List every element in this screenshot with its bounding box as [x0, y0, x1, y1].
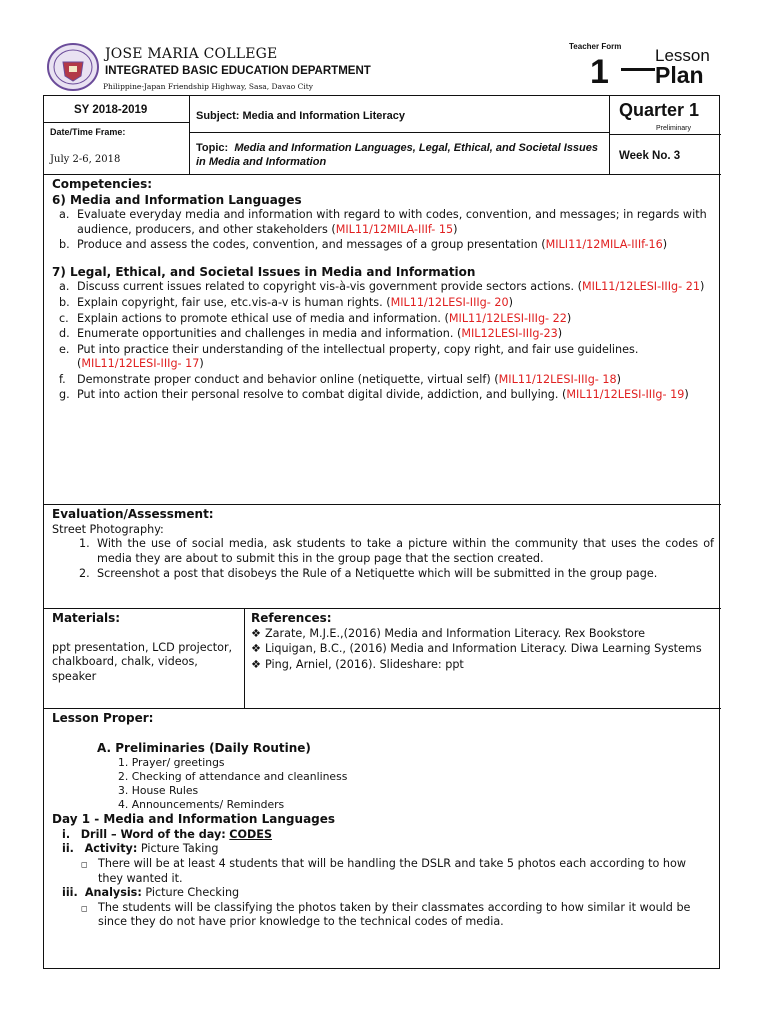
evaluation-item: [72, 537, 714, 566]
analysis-value: Picture Checking: [145, 886, 240, 900]
analysis-bullet: [52, 901, 714, 930]
item-marker: a.: [59, 280, 70, 294]
materials-section: [52, 611, 237, 684]
competency-code: MILI11/12MILA-IIIf-16: [545, 238, 663, 252]
item-marker: b.: [59, 238, 70, 252]
form-number: 1: [590, 53, 609, 91]
lesson-proper-title: Lesson Proper:: [52, 711, 154, 725]
reference-text: Ping, Arniel, (2016). Slideshare: ppt: [265, 657, 464, 671]
competency-item: [52, 327, 712, 342]
item-marker: b.: [59, 296, 70, 310]
day1-heading: Day 1 - Media and Information Languages: [52, 812, 336, 827]
materials-text: ppt presentation, LCD projector, chalkboard, chalk, videos, speaker: [52, 640, 233, 683]
divider: [189, 132, 609, 133]
item-marker: g.: [59, 388, 70, 402]
competency-item: [52, 343, 712, 372]
college-name: JOSE MARIA COLLEGE: [105, 46, 278, 62]
evaluation-subtitle: Street Photography:: [52, 522, 164, 536]
competency-item: [52, 312, 712, 327]
closing-paren: ): [616, 372, 622, 386]
competency-text: Enumerate opportunities and challenges in media and information. (: [77, 327, 462, 341]
analysis-bullet-text: The students will be classifying the photos taken by their classmates according to how similar it would be since they do not have prior knowledge to the technical codes of media.: [98, 900, 691, 929]
drill-word: CODES: [229, 827, 273, 841]
plan-label: Plan: [655, 62, 704, 88]
closing-paren: ): [199, 357, 204, 371]
competency-code: MIL11/12LESI-IIIg- 20: [390, 296, 509, 310]
competency-text: Put into action their personal resolve to combat digital divide, addiction, and bullying. (: [77, 388, 567, 402]
item-marker: e.: [59, 342, 70, 356]
references-section: [251, 611, 713, 673]
week-number: Week No. 3: [619, 150, 681, 162]
section-heading: 7) Legal, Ethical, and Societal Issues in Media and Information: [52, 264, 476, 279]
competency-list: [52, 208, 712, 253]
item-marker: 1.: [79, 537, 90, 551]
competency-item: [52, 296, 712, 311]
diamond-bullet-icon: ❖: [251, 642, 262, 656]
school-year: SY 2018-2019: [74, 104, 148, 116]
divider: [44, 174, 721, 175]
competency-code: MIL11/12LESI-IIIg- 21: [581, 280, 700, 294]
evaluation-text: Screenshot a post that disobeys the Rule of a Netiquette which will be submitted in the group page.: [97, 567, 658, 581]
square-bullet-icon: ◻: [81, 860, 88, 870]
square-bullet-icon: ◻: [81, 903, 88, 913]
evaluation-title: Evaluation/Assessment:: [52, 507, 214, 521]
reference-item: [251, 658, 713, 673]
analysis-label: Analysis:: [84, 886, 142, 900]
drill-mark: i.: [62, 827, 71, 841]
topic-text: Media and Information Languages, Legal, Ethical, and Societal Issues in Media and Information: [196, 142, 599, 168]
activity-value: Picture Taking: [140, 842, 219, 856]
closing-paren: ): [453, 222, 458, 236]
drill-label: Drill – Word of the day:: [80, 827, 226, 841]
routine-item: 4. Announcements/ Reminders: [118, 798, 285, 812]
closing-paren: ): [699, 280, 705, 294]
divider: [244, 608, 245, 708]
evaluation-item: [72, 567, 714, 582]
competency-item: [52, 373, 712, 388]
divider: [609, 134, 721, 135]
lesson-plan-table: [43, 95, 720, 969]
activity-mark: ii.: [62, 842, 74, 856]
routine-item: 2. Checking of attendance and cleanliness: [118, 770, 348, 784]
closing-paren: ): [557, 327, 563, 341]
quarter: Quarter 1: [619, 100, 700, 120]
item-marker: f.: [59, 372, 66, 386]
date-frame-label: Date/Time Frame:: [50, 127, 126, 137]
competency-code: MIL11/12LESI-IIIg- 19: [566, 388, 685, 402]
reference-item: [251, 627, 713, 642]
item-marker: d.: [59, 327, 70, 341]
closing-paren: ): [566, 311, 572, 325]
diamond-bullet-icon: ❖: [251, 657, 262, 671]
drill-item: [52, 828, 714, 843]
evaluation-section: [52, 507, 714, 583]
evaluation-list: [52, 537, 714, 582]
competencies-section: [52, 177, 712, 404]
diamond-bullet-icon: ❖: [251, 626, 262, 640]
subject: Subject: Media and Information Literacy: [196, 110, 406, 122]
closing-paren: ): [684, 388, 689, 402]
analysis-item: [52, 886, 714, 901]
competency-text: Explain actions to promote ethical use of media and information. (: [77, 311, 449, 325]
divider: [44, 122, 189, 123]
competencies-title: Competencies:: [52, 177, 153, 191]
analysis-mark: iii.: [62, 886, 78, 900]
competency-item: [52, 238, 712, 253]
competency-item: [52, 388, 712, 403]
topic-label: Topic:: [196, 142, 229, 154]
preliminaries-heading: A. Preliminaries (Daily Routine): [97, 740, 311, 755]
item-marker: c.: [59, 311, 69, 325]
routine-list: [52, 756, 714, 812]
reference-list: [251, 627, 713, 673]
competency-code: MIL11/12LESI-IIIg- 18: [498, 372, 617, 386]
competency-code: MIL11/12MILA-IIIf- 15: [335, 222, 454, 236]
activity-bullet-text: There will be at least 4 students that will be handling the DSLR and take 5 photos each according to how they wanted it.: [98, 857, 687, 885]
competency-text: Demonstrate proper conduct and behavior online (netiquette, virtual self) (: [77, 372, 499, 386]
department-name: INTEGRATED BASIC EDUCATION DEPARTMENT: [105, 65, 371, 77]
competency-code: MIL11/12LESI-IIIg- 17: [81, 357, 200, 371]
divider: [609, 96, 610, 174]
lesson-label: Lesson: [655, 46, 710, 65]
competency-list: [52, 280, 712, 403]
competency-text: Discuss current issues related to copyright vis-à-vis government provide sectors actions. (: [77, 280, 582, 294]
activity-item: [52, 842, 714, 857]
reference-text: Zarate, M.J.E.,(2016) Media and Information Literacy. Rex Bookstore: [265, 626, 646, 640]
competency-text: Put into practice their understanding of the intellectual property, copy right, and fair use guidelines. (: [77, 342, 639, 371]
reference-text: Liquigan, B.C., (2016) Media and Information Literacy. Diwa Learning Systems: [265, 642, 702, 656]
divider: [44, 708, 721, 709]
college-address: Philippine-Japan Friendship Highway, Sasa, Davao City: [103, 82, 314, 91]
closing-paren: ): [508, 296, 513, 310]
routine-item: 1. Prayer/ greetings: [118, 756, 225, 770]
preliminary-label: Preliminary: [656, 125, 692, 132]
closing-paren: ): [662, 238, 668, 252]
teacher-form-label: Teacher Form: [569, 42, 622, 51]
section-heading: 6) Media and Information Languages: [52, 192, 302, 207]
activity-label: Activity:: [84, 842, 138, 856]
activity-bullet: [52, 857, 714, 886]
title-dash: [621, 68, 655, 71]
divider: [44, 504, 721, 505]
competency-code: MIL12LESI-IIIg-23: [461, 327, 558, 341]
competency-item: [52, 208, 712, 237]
topic: [196, 142, 606, 170]
lesson-proper-section: [52, 711, 714, 930]
competency-text: Explain copyright, fair use, etc.vis-a-v is human rights. (: [77, 296, 391, 310]
divider: [44, 608, 721, 609]
competency-code: MIL11/12LESI-IIIg- 22: [448, 311, 567, 325]
competency-text: Produce and assess the codes, convention, and messages of a group presentation (: [77, 238, 546, 252]
college-logo: [46, 42, 100, 92]
item-marker: 2.: [79, 567, 90, 581]
routine-item: 3. House Rules: [118, 784, 199, 798]
evaluation-text: With the use of social media, ask students to take a picture within the community that uses the codes of media they are about to submit this in the group page that the section created.: [97, 537, 714, 565]
date-frame-value: July 2-6, 2018: [50, 154, 121, 165]
divider: [189, 96, 190, 174]
reference-item: [251, 642, 713, 657]
competency-item: [52, 280, 712, 295]
competency-text: Evaluate everyday media and information with regard to with codes, convention, and messages; in regards with audience, producers, and other stakeholders (: [77, 208, 707, 236]
item-marker: a.: [59, 208, 70, 222]
references-title: References:: [251, 611, 332, 625]
materials-title: Materials:: [52, 611, 121, 625]
